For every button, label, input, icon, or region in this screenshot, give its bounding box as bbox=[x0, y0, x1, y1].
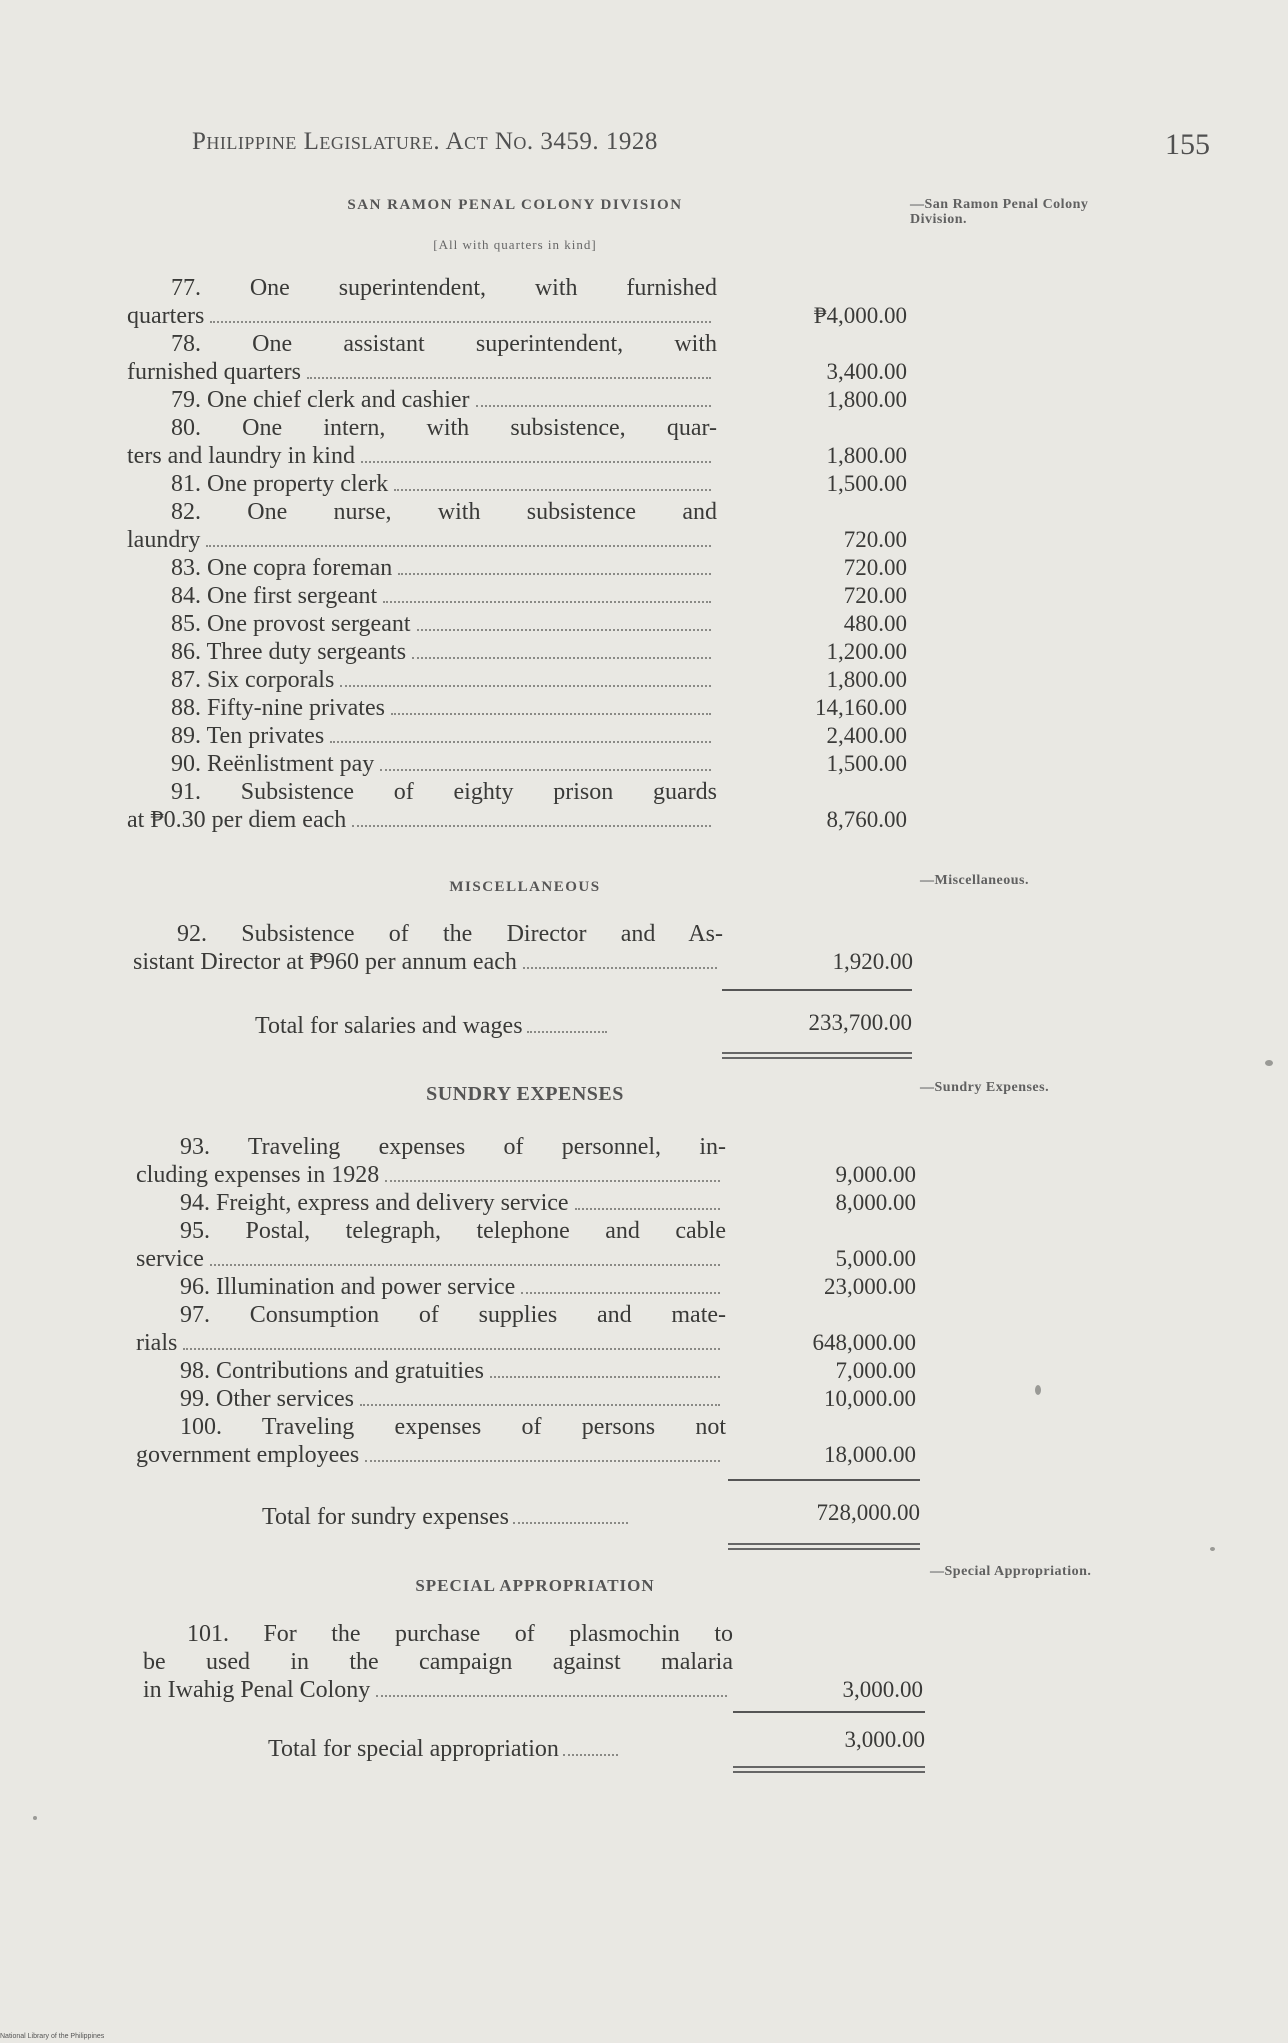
line-item-text: 82. One nurse, with subsistence and bbox=[171, 499, 717, 525]
leader-dots bbox=[183, 1348, 720, 1350]
line-item-text: 88. Fifty-nine privates bbox=[171, 695, 385, 721]
line-item-amount: 8,000.00 bbox=[835, 1190, 916, 1215]
leader-dots bbox=[523, 967, 717, 969]
line-item-description bbox=[136, 1357, 726, 1385]
items-sundry bbox=[136, 1133, 916, 1469]
leader-dots bbox=[376, 1695, 727, 1697]
total-sundry-label: Total for sundry expenses bbox=[262, 1503, 628, 1531]
line-item bbox=[127, 582, 907, 610]
leader-dots bbox=[210, 1264, 720, 1266]
line-item bbox=[127, 414, 907, 470]
leader-dots bbox=[412, 657, 711, 659]
total-salaries-label: Total for salaries and wages bbox=[255, 1012, 607, 1040]
section-title-san-ramon: SAN RAMON PENAL COLONY DIVISION bbox=[347, 197, 683, 213]
section-title-miscellaneous: MISCELLANEOUS bbox=[449, 879, 601, 895]
line-item-text: rials bbox=[136, 1330, 178, 1356]
line-item bbox=[127, 554, 907, 582]
line-item-description bbox=[127, 638, 717, 666]
line-item-amount: 23,000.00 bbox=[824, 1274, 916, 1299]
line-item-amount: 648,000.00 bbox=[812, 1330, 916, 1355]
leader-dots bbox=[476, 405, 711, 407]
line-item-description bbox=[136, 1413, 726, 1469]
line-item-amount: 7,000.00 bbox=[835, 1358, 916, 1383]
line-item-description bbox=[127, 722, 717, 750]
line-item-text: 79. One chief clerk and cashier bbox=[171, 387, 470, 413]
line-item-amount: 2,400.00 bbox=[826, 723, 907, 748]
total-special-amount: 3,000.00 bbox=[844, 1727, 925, 1752]
footer-credit: National Library of the Philippines bbox=[0, 2033, 105, 2040]
line-item-amount: 10,000.00 bbox=[824, 1386, 916, 1411]
leader-dots bbox=[575, 1208, 720, 1210]
line-item-text: cluding expenses in 1928 bbox=[136, 1162, 380, 1188]
line-item-amount: 720.00 bbox=[843, 583, 907, 608]
line-item-text: 78. One assistant superintendent, with bbox=[171, 331, 717, 357]
line-item-description bbox=[127, 694, 717, 722]
line-item-text: 91. Subsistence of eighty prison guards bbox=[171, 779, 717, 805]
leader-dots bbox=[398, 573, 711, 575]
line-item bbox=[143, 1620, 923, 1704]
speck bbox=[1210, 1547, 1215, 1551]
leader-dots bbox=[210, 321, 711, 323]
line-item-amount: 480.00 bbox=[843, 611, 907, 636]
line-item-text: 99. Other services bbox=[180, 1386, 354, 1412]
leader-dots bbox=[361, 461, 711, 463]
leader-dots bbox=[521, 1292, 720, 1294]
line-item-text: 90. Reënlistment pay bbox=[171, 751, 375, 777]
line-item-amount: ₱4,000.00 bbox=[813, 303, 907, 328]
line-item-amount: 8,760.00 bbox=[826, 807, 907, 832]
leader-dots bbox=[394, 489, 711, 491]
line-item-text: 89. Ten privates bbox=[171, 723, 325, 749]
line-item bbox=[136, 1217, 916, 1273]
line-item-description bbox=[127, 414, 717, 470]
line-item-description bbox=[127, 610, 717, 638]
line-item-text: 77. One superintendent, with furnished bbox=[171, 275, 717, 301]
line-item-amount: 1,800.00 bbox=[826, 387, 907, 412]
line-item-text: 93. Traveling expenses of personnel, in- bbox=[180, 1134, 726, 1160]
line-item bbox=[133, 920, 913, 976]
line-item-description bbox=[136, 1189, 726, 1217]
line-item-amount: 18,000.00 bbox=[824, 1442, 916, 1467]
leader-dots bbox=[385, 1180, 720, 1182]
items-miscellaneous bbox=[133, 920, 913, 976]
line-item-text: in Iwahig Penal Colony bbox=[143, 1677, 371, 1703]
leader-dots bbox=[391, 713, 711, 715]
line-item-text: 98. Contributions and gratuities bbox=[180, 1358, 484, 1384]
line-item-text: quarters bbox=[127, 303, 205, 329]
line-item-text: 96. Illumination and power service bbox=[180, 1274, 516, 1300]
line-item-description bbox=[127, 330, 717, 386]
line-item-text: 94. Freight, express and delivery service bbox=[180, 1190, 569, 1216]
line-item-text: 101. For the purchase of plasmochin to bbox=[187, 1621, 733, 1647]
line-item-description bbox=[127, 470, 717, 498]
total-rule bbox=[733, 1711, 925, 1713]
line-item-description bbox=[127, 666, 717, 694]
leader-dots bbox=[365, 1460, 720, 1462]
leader-dots bbox=[206, 545, 711, 547]
line-item-text: at ₱0.30 per diem each bbox=[127, 807, 347, 833]
page-number: 155 bbox=[1165, 128, 1210, 161]
margin-note-miscellaneous: —Miscellaneous. bbox=[920, 873, 1029, 888]
line-item bbox=[136, 1357, 916, 1385]
line-item-amount: 1,500.00 bbox=[826, 471, 907, 496]
line-item-description bbox=[133, 920, 723, 976]
line-item-description bbox=[136, 1273, 726, 1301]
line-item bbox=[136, 1301, 916, 1357]
leader-dots bbox=[340, 685, 711, 687]
line-item-description bbox=[136, 1217, 726, 1273]
line-item-amount: 1,500.00 bbox=[826, 751, 907, 776]
items-special bbox=[143, 1620, 923, 1704]
line-item-text: 84. One first sergeant bbox=[171, 583, 378, 609]
total-rule bbox=[728, 1479, 920, 1481]
line-item-amount: 3,400.00 bbox=[826, 359, 907, 384]
leader-dots bbox=[490, 1376, 720, 1378]
line-item-text: sistant Director at ₱960 per annum each bbox=[133, 949, 517, 975]
line-item-amount: 720.00 bbox=[843, 555, 907, 580]
line-item-description bbox=[127, 554, 717, 582]
line-item-description bbox=[127, 386, 717, 414]
section-title-sundry: SUNDRY EXPENSES bbox=[426, 1083, 624, 1105]
speck bbox=[1035, 1385, 1041, 1395]
speck bbox=[33, 1816, 37, 1820]
line-item-amount: 5,000.00 bbox=[835, 1246, 916, 1271]
line-item-amount: 1,800.00 bbox=[826, 443, 907, 468]
line-item-text: 97. Consumption of supplies and mate- bbox=[180, 1302, 726, 1328]
line-item-description bbox=[136, 1301, 726, 1357]
total-sundry-amount: 728,000.00 bbox=[816, 1500, 920, 1525]
line-item bbox=[127, 722, 907, 750]
line-item-description bbox=[127, 582, 717, 610]
leader-dots bbox=[330, 741, 711, 743]
total-special-label: Total for special appropriation bbox=[268, 1735, 618, 1763]
line-item-amount: 1,920.00 bbox=[832, 949, 913, 974]
line-item-text: 80. One intern, with subsistence, quar- bbox=[171, 415, 717, 441]
line-item-text: laundry bbox=[127, 527, 201, 553]
line-item bbox=[127, 498, 907, 554]
line-item bbox=[127, 694, 907, 722]
running-head: Philippine Legislature. Act No. 3459. 1928 bbox=[192, 128, 658, 155]
line-item bbox=[136, 1385, 916, 1413]
line-item-description bbox=[127, 750, 717, 778]
line-item-description bbox=[127, 498, 717, 554]
line-item bbox=[127, 470, 907, 498]
line-item-text: service bbox=[136, 1246, 204, 1272]
margin-note-sundry: —Sundry Expenses. bbox=[920, 1080, 1050, 1095]
total-salaries-amount: 233,700.00 bbox=[808, 1010, 912, 1035]
line-item-text: ters and laundry in kind bbox=[127, 443, 355, 469]
line-item bbox=[127, 666, 907, 694]
line-item bbox=[127, 610, 907, 638]
line-item-text: 87. Six corporals bbox=[171, 667, 335, 693]
line-item bbox=[127, 638, 907, 666]
line-item bbox=[136, 1133, 916, 1189]
speck bbox=[1265, 1060, 1273, 1066]
leader-dots bbox=[380, 769, 711, 771]
line-item-text: government employees bbox=[136, 1442, 360, 1468]
leader-dots bbox=[360, 1404, 720, 1406]
line-item-description bbox=[127, 274, 717, 330]
line-item bbox=[127, 330, 907, 386]
line-item bbox=[127, 778, 907, 834]
line-item-text: furnished quarters bbox=[127, 359, 301, 385]
line-item-description bbox=[136, 1133, 726, 1189]
section-title-special: SPECIAL APPROPRIATION bbox=[415, 1576, 655, 1595]
line-item-text: be used in the campaign against malaria bbox=[143, 1649, 733, 1675]
line-item-text: 100. Traveling expenses of persons not bbox=[180, 1414, 726, 1440]
line-item-text: 86. Three duty sergeants bbox=[171, 639, 407, 665]
items-san-ramon bbox=[127, 274, 907, 834]
line-item-amount: 1,200.00 bbox=[826, 639, 907, 664]
line-item-text: 81. One property clerk bbox=[171, 471, 389, 497]
line-item bbox=[127, 274, 907, 330]
leader-dots bbox=[352, 825, 711, 827]
leader-dots bbox=[383, 601, 711, 603]
line-item-text: 92. Subsistence of the Director and As- bbox=[177, 921, 723, 947]
line-item-amount: 9,000.00 bbox=[835, 1162, 916, 1187]
leader-dots bbox=[417, 629, 711, 631]
line-item-description bbox=[127, 778, 717, 834]
total-rule bbox=[722, 989, 912, 991]
double-rule bbox=[722, 1052, 912, 1059]
line-item bbox=[127, 750, 907, 778]
leader-dots bbox=[307, 377, 711, 379]
line-item-amount: 720.00 bbox=[843, 527, 907, 552]
line-item bbox=[136, 1413, 916, 1469]
line-item-text: 83. One copra foreman bbox=[171, 555, 393, 581]
line-item-amount: 3,000.00 bbox=[842, 1677, 923, 1702]
double-rule bbox=[733, 1766, 925, 1773]
line-item bbox=[127, 386, 907, 414]
line-item-description bbox=[143, 1620, 733, 1704]
line-item-description bbox=[136, 1385, 726, 1413]
double-rule bbox=[728, 1543, 920, 1550]
margin-note-san-ramon: —San Ramon Penal Colony Division. bbox=[910, 197, 1089, 227]
margin-note-special: —Special Appropriation. bbox=[930, 1564, 1092, 1579]
line-item-amount: 14,160.00 bbox=[815, 695, 907, 720]
line-item bbox=[136, 1273, 916, 1301]
line-item bbox=[136, 1189, 916, 1217]
line-item-text: 95. Postal, telegraph, telephone and cable bbox=[180, 1218, 726, 1244]
section-note-quarters: [All with quarters in kind] bbox=[433, 237, 597, 252]
line-item-amount: 1,800.00 bbox=[826, 667, 907, 692]
line-item-text: 85. One provost sergeant bbox=[171, 611, 411, 637]
